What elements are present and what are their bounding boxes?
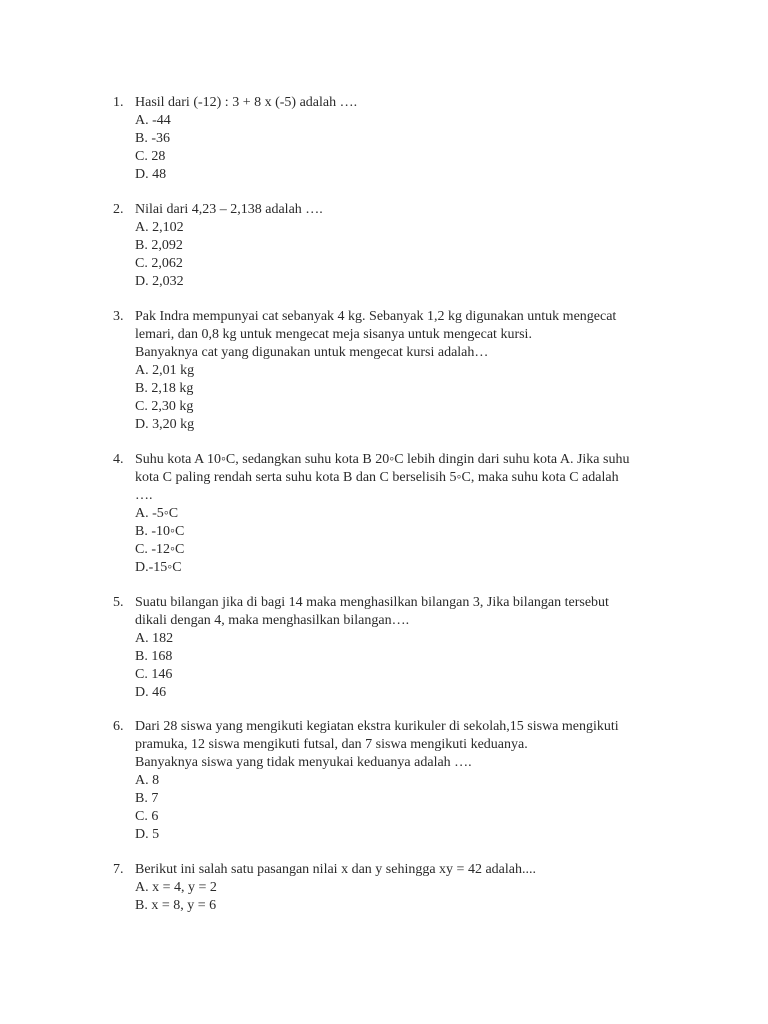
answer-option-b: B. 2,18 kg [135, 381, 194, 396]
question-stem-line: Pak Indra mempunyai cat sebanyak 4 kg. Sebanyak 1,2 kg digunakan untuk mengecat [135, 309, 617, 324]
question-stem-line: Banyaknya cat yang digunakan untuk mengecat kursi adalah… [135, 345, 489, 360]
question-stem-line: Banyaknya siswa yang tidak menyukai keduanya adalah …. [135, 755, 472, 770]
question-stem-line: pramuka, 12 siswa mengikuti futsal, dan 7 siswa mengikuti keduanya. [135, 737, 528, 752]
question-body [135, 451, 680, 577]
question-number: 4. [113, 452, 124, 467]
question-stem-line: lemari, dan 0,8 kg untuk mengecat meja sisanya untuk mengecat kursi. [135, 327, 532, 342]
question-stem-line: kota C paling rendah serta suhu kota B dan C berselisih 5◦C, maka suhu kota C adalah [135, 470, 619, 485]
question-body [135, 594, 680, 702]
question-stem-line: dikali dengan 4, maka menghasilkan bilangan…. [135, 613, 410, 628]
answer-option-d: D. 3,20 kg [135, 417, 195, 432]
question-stem-line: Suatu bilangan jika di bagi 14 maka menghasilkan bilangan 3, Jika bilangan tersebut [135, 595, 609, 610]
answer-option-a: A. 2,102 [135, 220, 184, 235]
answer-option-c: C. 2,30 kg [135, 399, 194, 414]
question-body [135, 94, 680, 184]
answer-option-a: A. -44 [135, 113, 171, 128]
question-stem-line: Nilai dari 4,23 – 2,138 adalah …. [135, 202, 323, 217]
question-number: 6. [113, 719, 124, 734]
question-stem-line: Dari 28 siswa yang mengikuti kegiatan ekstra kurikuler di sekolah,15 siswa mengikuti [135, 719, 619, 734]
answer-option-c: C. 146 [135, 667, 173, 682]
question-number: 2. [113, 202, 124, 217]
question-stem-line: Berikut ini salah satu pasangan nilai x dan y sehingga xy = 42 adalah.... [135, 862, 536, 877]
answer-option-a: A. 2,01 kg [135, 363, 195, 378]
answer-option-d: D. 48 [135, 167, 167, 182]
question-number: 1. [113, 95, 124, 110]
answer-option-a: A. x = 4, y = 2 [135, 880, 217, 895]
answer-option-c: C. 28 [135, 149, 166, 164]
answer-option-c: C. -12◦C [135, 542, 185, 557]
question-number: 5. [113, 595, 124, 610]
question-stem-line: Hasil dari (-12) : 3 + 8 x (-5) adalah …. [135, 95, 358, 110]
question-body [135, 718, 680, 844]
answer-option-b: B. -36 [135, 131, 170, 146]
question-stem-line: …. [135, 488, 153, 503]
answer-option-b: B. x = 8, y = 6 [135, 898, 217, 913]
question-number: 7. [113, 862, 124, 877]
answer-option-a: A. -5◦C [135, 506, 179, 521]
answer-option-a: A. 182 [135, 631, 174, 646]
answer-option-b: B. 2,092 [135, 238, 183, 253]
answer-option-d: D. 2,032 [135, 274, 184, 289]
question-stem-line: Suhu kota A 10◦C, sedangkan suhu kota B 20◦C lebih dingin dari suhu kota A. Jika suhu [135, 452, 630, 467]
question-body [135, 308, 680, 434]
question-body [135, 861, 680, 915]
question-number: 3. [113, 309, 124, 324]
answer-option-a: A. 8 [135, 773, 160, 788]
answer-option-b: B. -10◦C [135, 524, 185, 539]
answer-option-d: D. 5 [135, 827, 160, 842]
answer-option-b: B. 168 [135, 649, 173, 664]
answer-option-c: C. 6 [135, 809, 159, 824]
answer-option-d: D. 46 [135, 685, 167, 700]
answer-option-d: D.-15◦C [135, 560, 182, 575]
question-body [135, 201, 680, 291]
answer-option-b: B. 7 [135, 791, 159, 806]
answer-option-c: C. 2,062 [135, 256, 183, 271]
